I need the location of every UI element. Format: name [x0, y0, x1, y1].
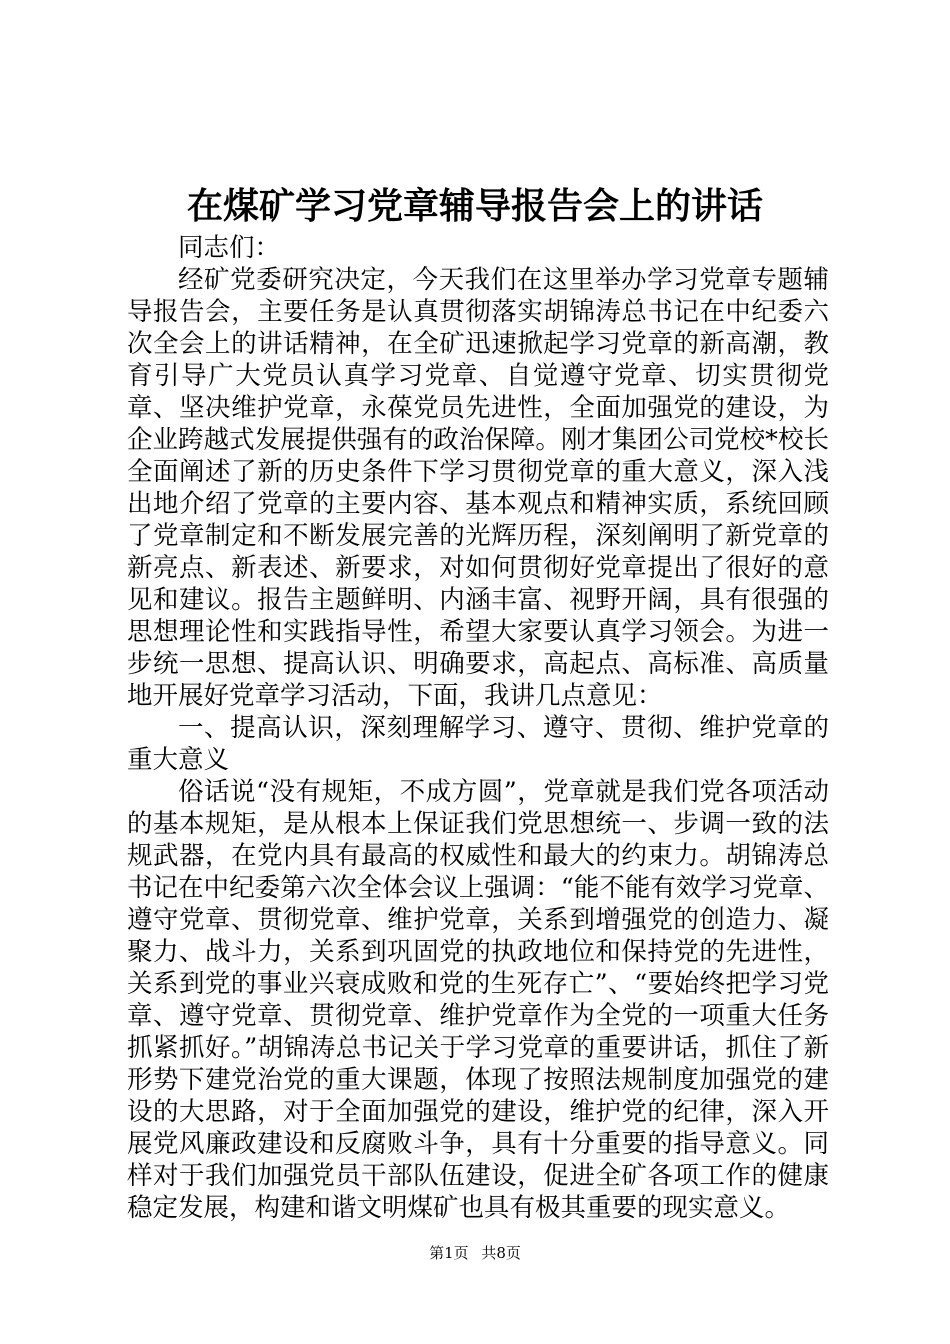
section-heading: 一、提高认识，深刻理解学习、遵守、贯彻、维护党章的重大意义: [127, 713, 829, 775]
document-title: 在煤矿学习党章辅导报告会上的讲话: [186, 185, 763, 227]
salutation-paragraph: 同志们：: [178, 233, 281, 263]
page-footer: [0, 1243, 950, 1263]
intro-paragraph: 经矿党委研究决定，今天我们在这里举办学习党章专题辅导报告会，主要任务是认真贯彻落实胡锦涛总书记在中纪委六次全会上的讲话精神，在全矿迅速掀起学习党章的新高潮，教育引导广大党员认真学习党章、自觉遵守党章、切实贯彻党章、坚决维护党章，永葆党员先进性，全面加强党的建设，为企业跨越式发展提供强有的政治保障。刚才集团公司党校*校长全面阐述了新的历史条件下学习贯彻党章的重大意义，深入浅出地介绍了党章的主要内容、基本观点和精神实质，系统回顾了党章制定和不断发展完善的光辉历程，深刻阐明了新党章的新亮点、新表述、新要求，对如何贯彻好党章提出了很好的意见和建议。报告主题鲜明、内涵丰富、视野开阔，具有很强的思想理论性和实践指导性，希望大家要认真学习领会。为进一步统一思想、提高认识、明确要求，高起点、高标准、高质量地开展好党章学习活动，下面，我讲几点意见：: [127, 265, 829, 711]
body-paragraph: 俗话说“没有规矩，不成方圆”，党章就是我们党各项活动的基本规矩，是从根本上保证我们党思想统一、步调一致的法规武器，在党内具有最高的权威性和最大的约束力。胡锦涛总书记在中纪委第六次全体会议上强调：“能不能有效学习党章、遵守党章、贯彻党章、维护党章，关系到增强党的创造力、凝聚力、战斗力，关系到巩固党的执政地位和保持党的先进性，关系到党的事业兴衰成败和党的生死存亡”、“要始终把学习党章、遵守党章、贯彻党章、维护党章作为全党的一项重大任务抓紧抓好。”胡锦涛总书记关于学习党章的重要讲话，抓住了新形势下建党治党的重大课题，体现了按照法规制度加强党的建设的大思路，对于全面加强党的建设，维护党的纪律，深入开展党风廉政建设和反腐败斗争，具有十分重要的指导意义。同样对于我们加强党员干部队伍建设，促进全矿各项工作的健康稳定发展，构建和谐文明煤矿也具有极其重要的现实意义。: [127, 777, 829, 1223]
page-total: 共8页: [481, 1244, 521, 1262]
page-number: 第1页: [429, 1244, 469, 1262]
document-body: [127, 232, 829, 1224]
